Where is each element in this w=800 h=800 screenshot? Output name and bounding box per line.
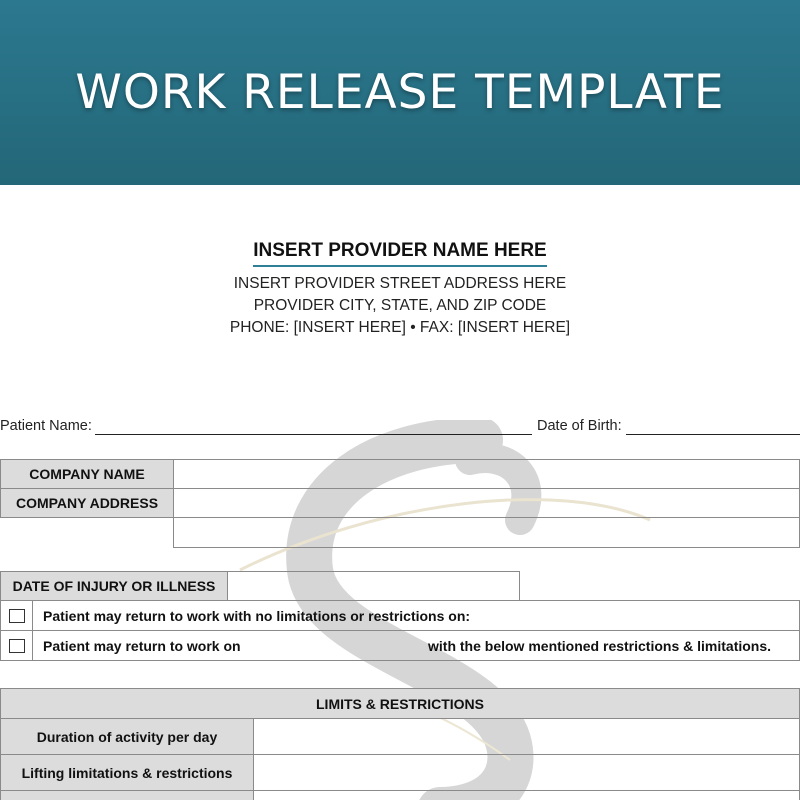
header-banner bbox=[0, 0, 800, 185]
option-no-limits-row bbox=[32, 600, 800, 631]
company-address-label: COMPANY ADDRESS bbox=[0, 488, 174, 518]
option-restrictions-row bbox=[32, 630, 800, 661]
provider-phone-fax: PHONE: [INSERT HERE] • FAX: [INSERT HERE] bbox=[229, 319, 571, 336]
injury-date-label: DATE OF INJURY OR ILLNESS bbox=[0, 571, 228, 601]
company-address-field-1[interactable] bbox=[173, 488, 800, 518]
provider-block bbox=[0, 240, 800, 339]
limits-header-text: LIMITS & RESTRICTIONS bbox=[316, 695, 484, 712]
checkbox-icon[interactable] bbox=[9, 609, 25, 623]
limits-row-label: Duration of activity per day bbox=[0, 718, 254, 755]
limits-row-field-duration[interactable] bbox=[253, 718, 800, 755]
option-no-limits-text: Patient may return to work with no limitations or restrictions on: bbox=[43, 607, 471, 624]
dob-label: Date of Birth: bbox=[537, 418, 622, 434]
option-restrictions-text-end: with the below mentioned restrictions & limitations. bbox=[428, 637, 772, 654]
limits-header bbox=[0, 688, 800, 719]
injury-date-field[interactable] bbox=[227, 571, 520, 601]
company-name-label: COMPANY NAME bbox=[0, 459, 174, 489]
dob-field[interactable] bbox=[626, 434, 800, 435]
company-name-field[interactable] bbox=[173, 459, 800, 489]
limits-row-field-lifting[interactable] bbox=[253, 754, 800, 791]
patient-info-row bbox=[0, 416, 800, 438]
checkbox-icon[interactable] bbox=[9, 639, 25, 653]
provider-street: INSERT PROVIDER STREET ADDRESS HERE bbox=[233, 275, 567, 292]
option-restrictions-checkbox-cell[interactable] bbox=[0, 630, 33, 661]
limits-row-label: Lifting limitations & restrictions bbox=[0, 754, 254, 791]
option-restrictions-text-start: Patient may return to work on bbox=[43, 637, 241, 654]
patient-name-label: Patient Name: bbox=[0, 418, 92, 434]
limits-row-label-partial bbox=[0, 790, 254, 800]
provider-name: INSERT PROVIDER NAME HERE bbox=[253, 240, 546, 267]
provider-city: PROVIDER CITY, STATE, AND ZIP CODE bbox=[253, 297, 547, 314]
document-title: WORK RELEASE TEMPLATE bbox=[75, 65, 725, 120]
option-no-limits-checkbox-cell[interactable] bbox=[0, 600, 33, 631]
company-address-field-2[interactable] bbox=[173, 517, 800, 548]
patient-name-field[interactable] bbox=[95, 434, 532, 435]
limits-row-field-partial[interactable] bbox=[253, 790, 800, 800]
